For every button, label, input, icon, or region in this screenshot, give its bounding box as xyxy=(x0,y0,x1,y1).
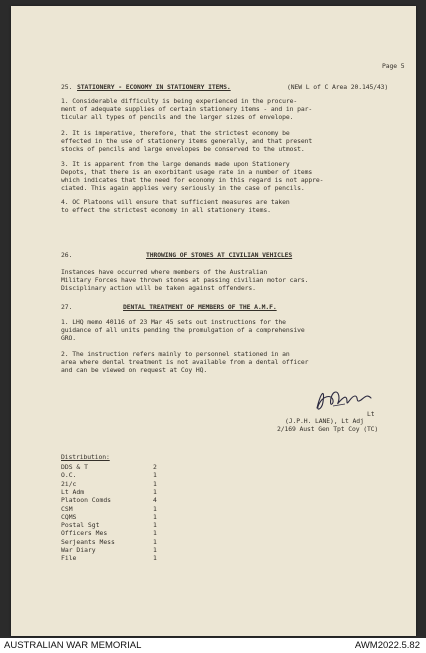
distribution-quantity: 1 xyxy=(153,471,157,480)
document-page xyxy=(11,6,416,636)
distribution-quantity: 4 xyxy=(153,496,157,505)
archive-name: AUSTRALIAN WAR MEMORIAL xyxy=(4,640,142,651)
distribution-recipient: Officers Mes xyxy=(61,529,108,538)
paragraph-line: and can be viewed on request at Coy HQ. xyxy=(61,366,208,374)
section-25-number: 25. xyxy=(61,83,73,91)
paragraph-line: which indicates that the need for economy in this regard is not appre- xyxy=(61,176,324,184)
distribution-quantity: 1 xyxy=(153,546,157,554)
paragraph-line: Instances have occurred where members of the Australian xyxy=(61,268,268,276)
distribution-recipient: File xyxy=(61,554,77,563)
signatory-rank: Lt xyxy=(367,410,375,418)
section-26-number: 26. xyxy=(61,251,73,259)
distribution-recipient: Postal Sgt xyxy=(61,521,100,530)
distribution-quantity: 1 xyxy=(153,487,157,496)
section-25-reference: (NEW L of C Area 20.145/43) xyxy=(287,83,389,91)
distribution-quantity: 1 xyxy=(153,479,157,488)
section-27-heading: DENTAL TREATMENT OF MEMBERS OF THE A.M.F. xyxy=(123,303,277,311)
distribution-recipient: 2i/c xyxy=(61,479,77,488)
distribution-recipient: Platoon Comds xyxy=(61,496,112,505)
paragraph-line: stocks of pencils and large envelopes be conserved to the utmost. xyxy=(61,145,305,153)
paragraph-line: 2. The instruction refers mainly to personnel stationed in an xyxy=(61,350,290,358)
distribution-recipient: War Diary xyxy=(61,546,96,554)
distribution-recipient: DDS & T xyxy=(61,463,88,471)
paragraph-line: ment of adequate supplies of certain stationery items - and in par- xyxy=(61,105,313,113)
distribution-quantity: 1 xyxy=(153,529,157,538)
paragraph-line: guidance of all units pending the promulgation of a comprehensive xyxy=(61,326,305,334)
distribution-quantity: 2 xyxy=(153,463,157,471)
distribution-quantity: 1 xyxy=(153,537,157,546)
paragraph-line: Military Forces have thrown stones at passing civilian motor cars. xyxy=(61,276,309,284)
distribution-recipient: CQMS xyxy=(61,512,77,521)
paragraph-line: 1. LHQ memo 40116 of 23 Mar 45 sets out instructions for the xyxy=(61,318,286,326)
distribution-quantity: 1 xyxy=(153,504,157,513)
paragraph-line: effected in the use of stationery items generally, and that present xyxy=(61,137,313,145)
paragraph-line: GRO. xyxy=(61,334,76,342)
distribution-recipient: O.C. xyxy=(61,471,77,480)
paragraph-line: 3. It is apparent from the large demands made upon Stationery xyxy=(61,160,290,168)
paragraph-line: ticular all types of pencils and the larger sizes of envelope. xyxy=(61,113,294,121)
distribution-quantity: 1 xyxy=(153,512,157,521)
paragraph-line: to effect the strictest economy in all stationery items. xyxy=(61,206,271,214)
archive-caption-bar xyxy=(0,638,426,653)
page-number: Page 5 xyxy=(382,62,405,70)
signatory-name: (J.P.H. LANE), Lt Adj xyxy=(285,417,364,425)
distribution-quantity: 1 xyxy=(153,554,157,563)
paragraph-line: 1. Considerable difficulty is being experienced in the procure- xyxy=(61,97,298,105)
section-25-heading: STATIONERY - ECONOMY IN STATIONERY ITEMS. xyxy=(77,83,231,91)
signatory-unit: 2/169 Aust Gen Tpt Coy (TC) xyxy=(277,425,379,433)
distribution-quantity: 1 xyxy=(153,521,157,530)
paragraph-line: 2. It is imperative, therefore, that the strictest economy be xyxy=(61,129,290,137)
paragraph-line: 4. OC Platoons will ensure that sufficient measures are taken xyxy=(61,198,290,206)
paragraph-line: ciated. This again applies very seriously in the case of pencils. xyxy=(61,184,305,192)
paragraph-line: area where dental treatment is not available from a dental officer xyxy=(61,358,309,366)
archive-reference: AWM2022.5.82 xyxy=(354,640,420,651)
paragraph-line: Depots, that there is an exorbitant usage rate in a number of items xyxy=(61,168,313,176)
distribution-title: Distribution: xyxy=(61,453,110,461)
section-27-number: 27. xyxy=(61,303,73,311)
section-26-heading: THROWING OF STONES AT CIVILIAN VEHICLES xyxy=(146,251,293,259)
distribution-recipient: CSM xyxy=(61,504,73,513)
distribution-recipient: Lt Adm xyxy=(61,487,85,496)
paragraph-line: Disciplinary action will be taken against offenders. xyxy=(61,284,256,292)
distribution-recipient: Serjeants Mess xyxy=(61,537,115,546)
